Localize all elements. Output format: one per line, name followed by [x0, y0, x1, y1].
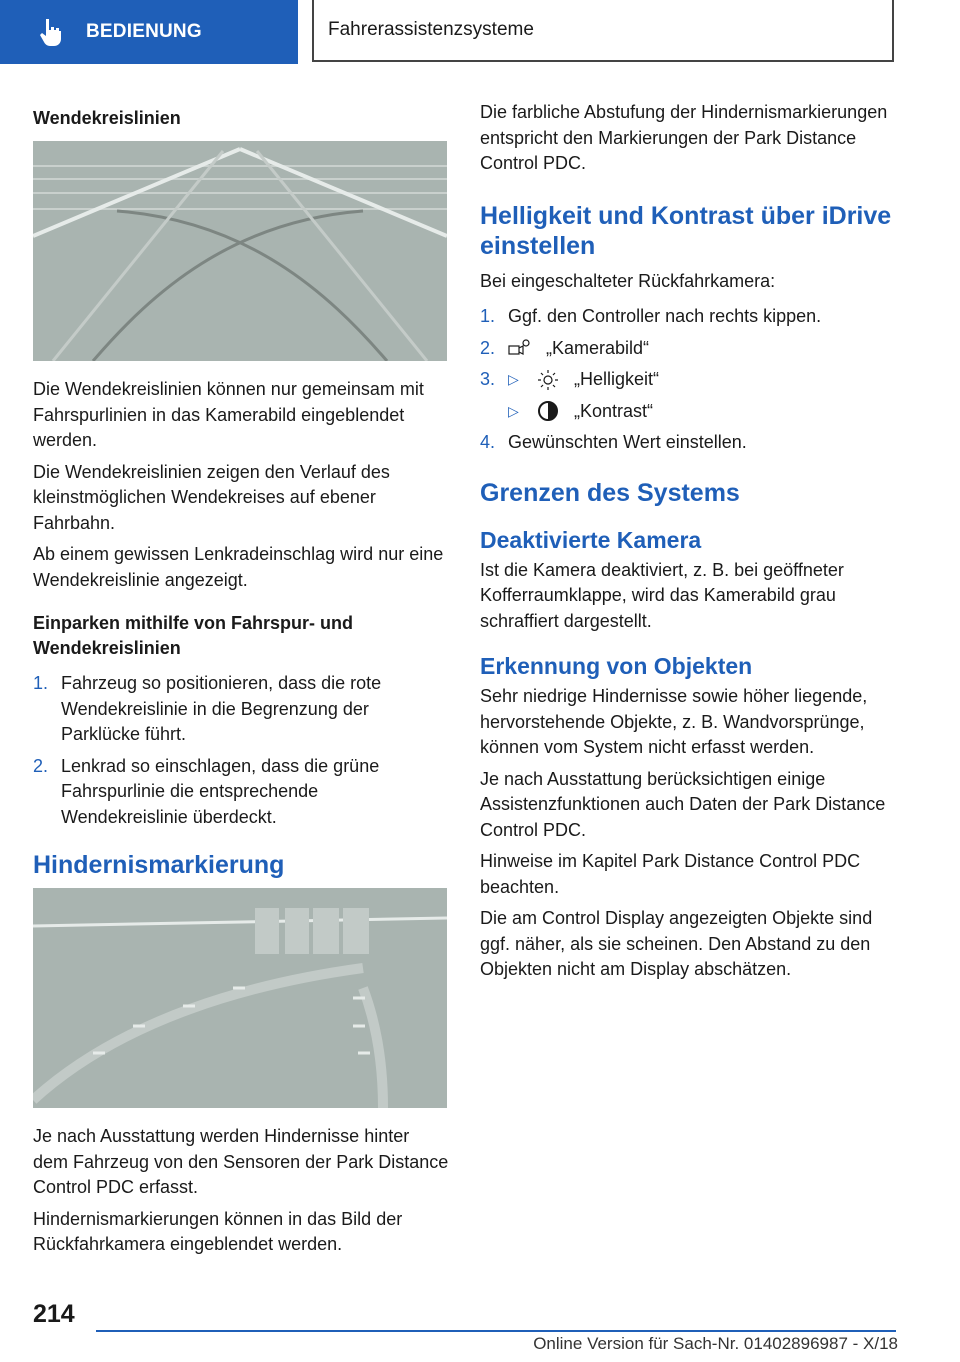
- paragraph: Die farbliche Abstufung der Hindernismarkierungen entspricht den Markierungen der Park Distance Control PDC.: [480, 102, 888, 173]
- paragraph: Die am Control Display angezeigten Objekte sind ggf. näher, als sie scheinen. Den Abstand zu den Objekten nicht am Display abschätzen.: [480, 908, 873, 979]
- step-text: Ggf. den Controller nach rechts kippen.: [508, 306, 822, 326]
- paragraph: Hindernismarkierungen können in das Bild der Rückfahrkamera eingeblendet werden.: [33, 1208, 403, 1254]
- heading-helligkeit-kontrast: Helligkeit und Kontrast über iDrive einstellen: [480, 201, 892, 260]
- section-label: BEDIENUNG: [86, 21, 202, 42]
- step-number: 1.: [33, 673, 49, 693]
- subheading-einparken: Einparken mithilfe von Fahrspur- und Wendekreislinien: [33, 613, 354, 658]
- right-column: [480, 100, 896, 989]
- left-column: [33, 100, 449, 1264]
- step-text: Fahrzeug so positionieren, dass die rote Wendekreislinie in die Begrenzung der Parklücke führt.: [61, 673, 382, 744]
- heading-deaktivierte-kamera: Deaktivierte Kamera: [480, 526, 702, 553]
- camera-settings-icon: [508, 338, 532, 360]
- step-text: „Kontrast“: [574, 400, 654, 421]
- section-tab[interactable]: [0, 0, 298, 64]
- step-number: 3.: [480, 369, 496, 389]
- obstacle-marking-figure: [33, 888, 447, 1108]
- contrast-icon: [536, 400, 560, 422]
- paragraph: Hinweise im Kapitel Park Distance Control PDC beachten.: [480, 851, 861, 897]
- list-item: [480, 304, 896, 330]
- footer-version: Online Version für Sach-Nr. 01402896987 - X/18: [533, 1334, 898, 1353]
- idrive-steps-list: [480, 304, 896, 456]
- heading-grenzen: Grenzen des Systems: [480, 478, 740, 507]
- page-number: 214: [33, 1300, 75, 1328]
- paragraph: Die Wendekreislinien zeigen den Verlauf des kleinstmöglichen Wendekreises auf ebener Fahrbahn.: [33, 461, 390, 533]
- heading-hindernismarkierung: Hindernismarkierung: [33, 851, 285, 879]
- paragraph: Sehr niedrige Hindernisse sowie höher liegende, hervorstehende Objekte, z. B. Wandvorsprünge, können vom System nicht erfasst werden.: [480, 686, 868, 757]
- sub-step: [508, 367, 896, 393]
- step-text: „Helligkeit“: [574, 369, 660, 389]
- paragraph: Je nach Ausstattung werden Hindernisse hinter dem Fahrzeug von den Sensoren der Park Distance Control PDC erfasst.: [33, 1126, 449, 1197]
- list-item: [33, 671, 449, 748]
- step-number: 2.: [33, 755, 49, 776]
- hand-pointer-icon: [38, 17, 64, 47]
- step-text: „Kamerabild“: [546, 337, 650, 358]
- heading-wendekreislinien: Wendekreislinien: [33, 108, 181, 128]
- step-number: 4.: [480, 432, 496, 452]
- list-item: [480, 336, 896, 362]
- paragraph: Je nach Ausstattung berücksichtigen einige Assistenzfunktionen auch Daten der Park Distance Control PDC.: [480, 768, 886, 840]
- step-number: 2.: [480, 337, 496, 358]
- paragraph: Ab einem gewissen Lenkradeinschlag wird nur eine Wendekreislinie angezeigt.: [33, 544, 444, 590]
- step-number: 1.: [480, 306, 496, 326]
- list-item: [480, 367, 896, 424]
- brightness-icon: [536, 369, 560, 391]
- sub-step: [508, 399, 896, 425]
- step-text: Lenkrad so einschlagen, dass die grüne Fahrspurlinie die entsprechende Wendekreislinie überdeckt.: [61, 755, 380, 827]
- parking-steps-list: [33, 671, 449, 830]
- footer-divider: [96, 1330, 896, 1332]
- triangle-bullet-icon: ▷: [508, 402, 519, 419]
- paragraph: Ist die Kamera deaktiviert, z. B. bei geöffneter Kofferraumklappe, wird das Kamerabild grau schraffiert dargestellt.: [480, 559, 844, 631]
- paragraph: Bei eingeschalteter Rückfahrkamera:: [480, 270, 776, 291]
- list-item: [480, 430, 896, 456]
- triangle-bullet-icon: ▷: [508, 371, 519, 387]
- turning-circle-lines-figure: [33, 141, 447, 361]
- chapter-title: Fahrerassistenzsysteme: [312, 0, 894, 62]
- step-text: Gewünschten Wert einstellen.: [508, 432, 747, 452]
- list-item: [33, 754, 449, 831]
- heading-erkennung: Erkennung von Objekten: [480, 653, 753, 679]
- paragraph: Die Wendekreislinien können nur gemeinsam mit Fahrspurlinien in das Kamerabild eingeblendet werden.: [33, 379, 424, 450]
